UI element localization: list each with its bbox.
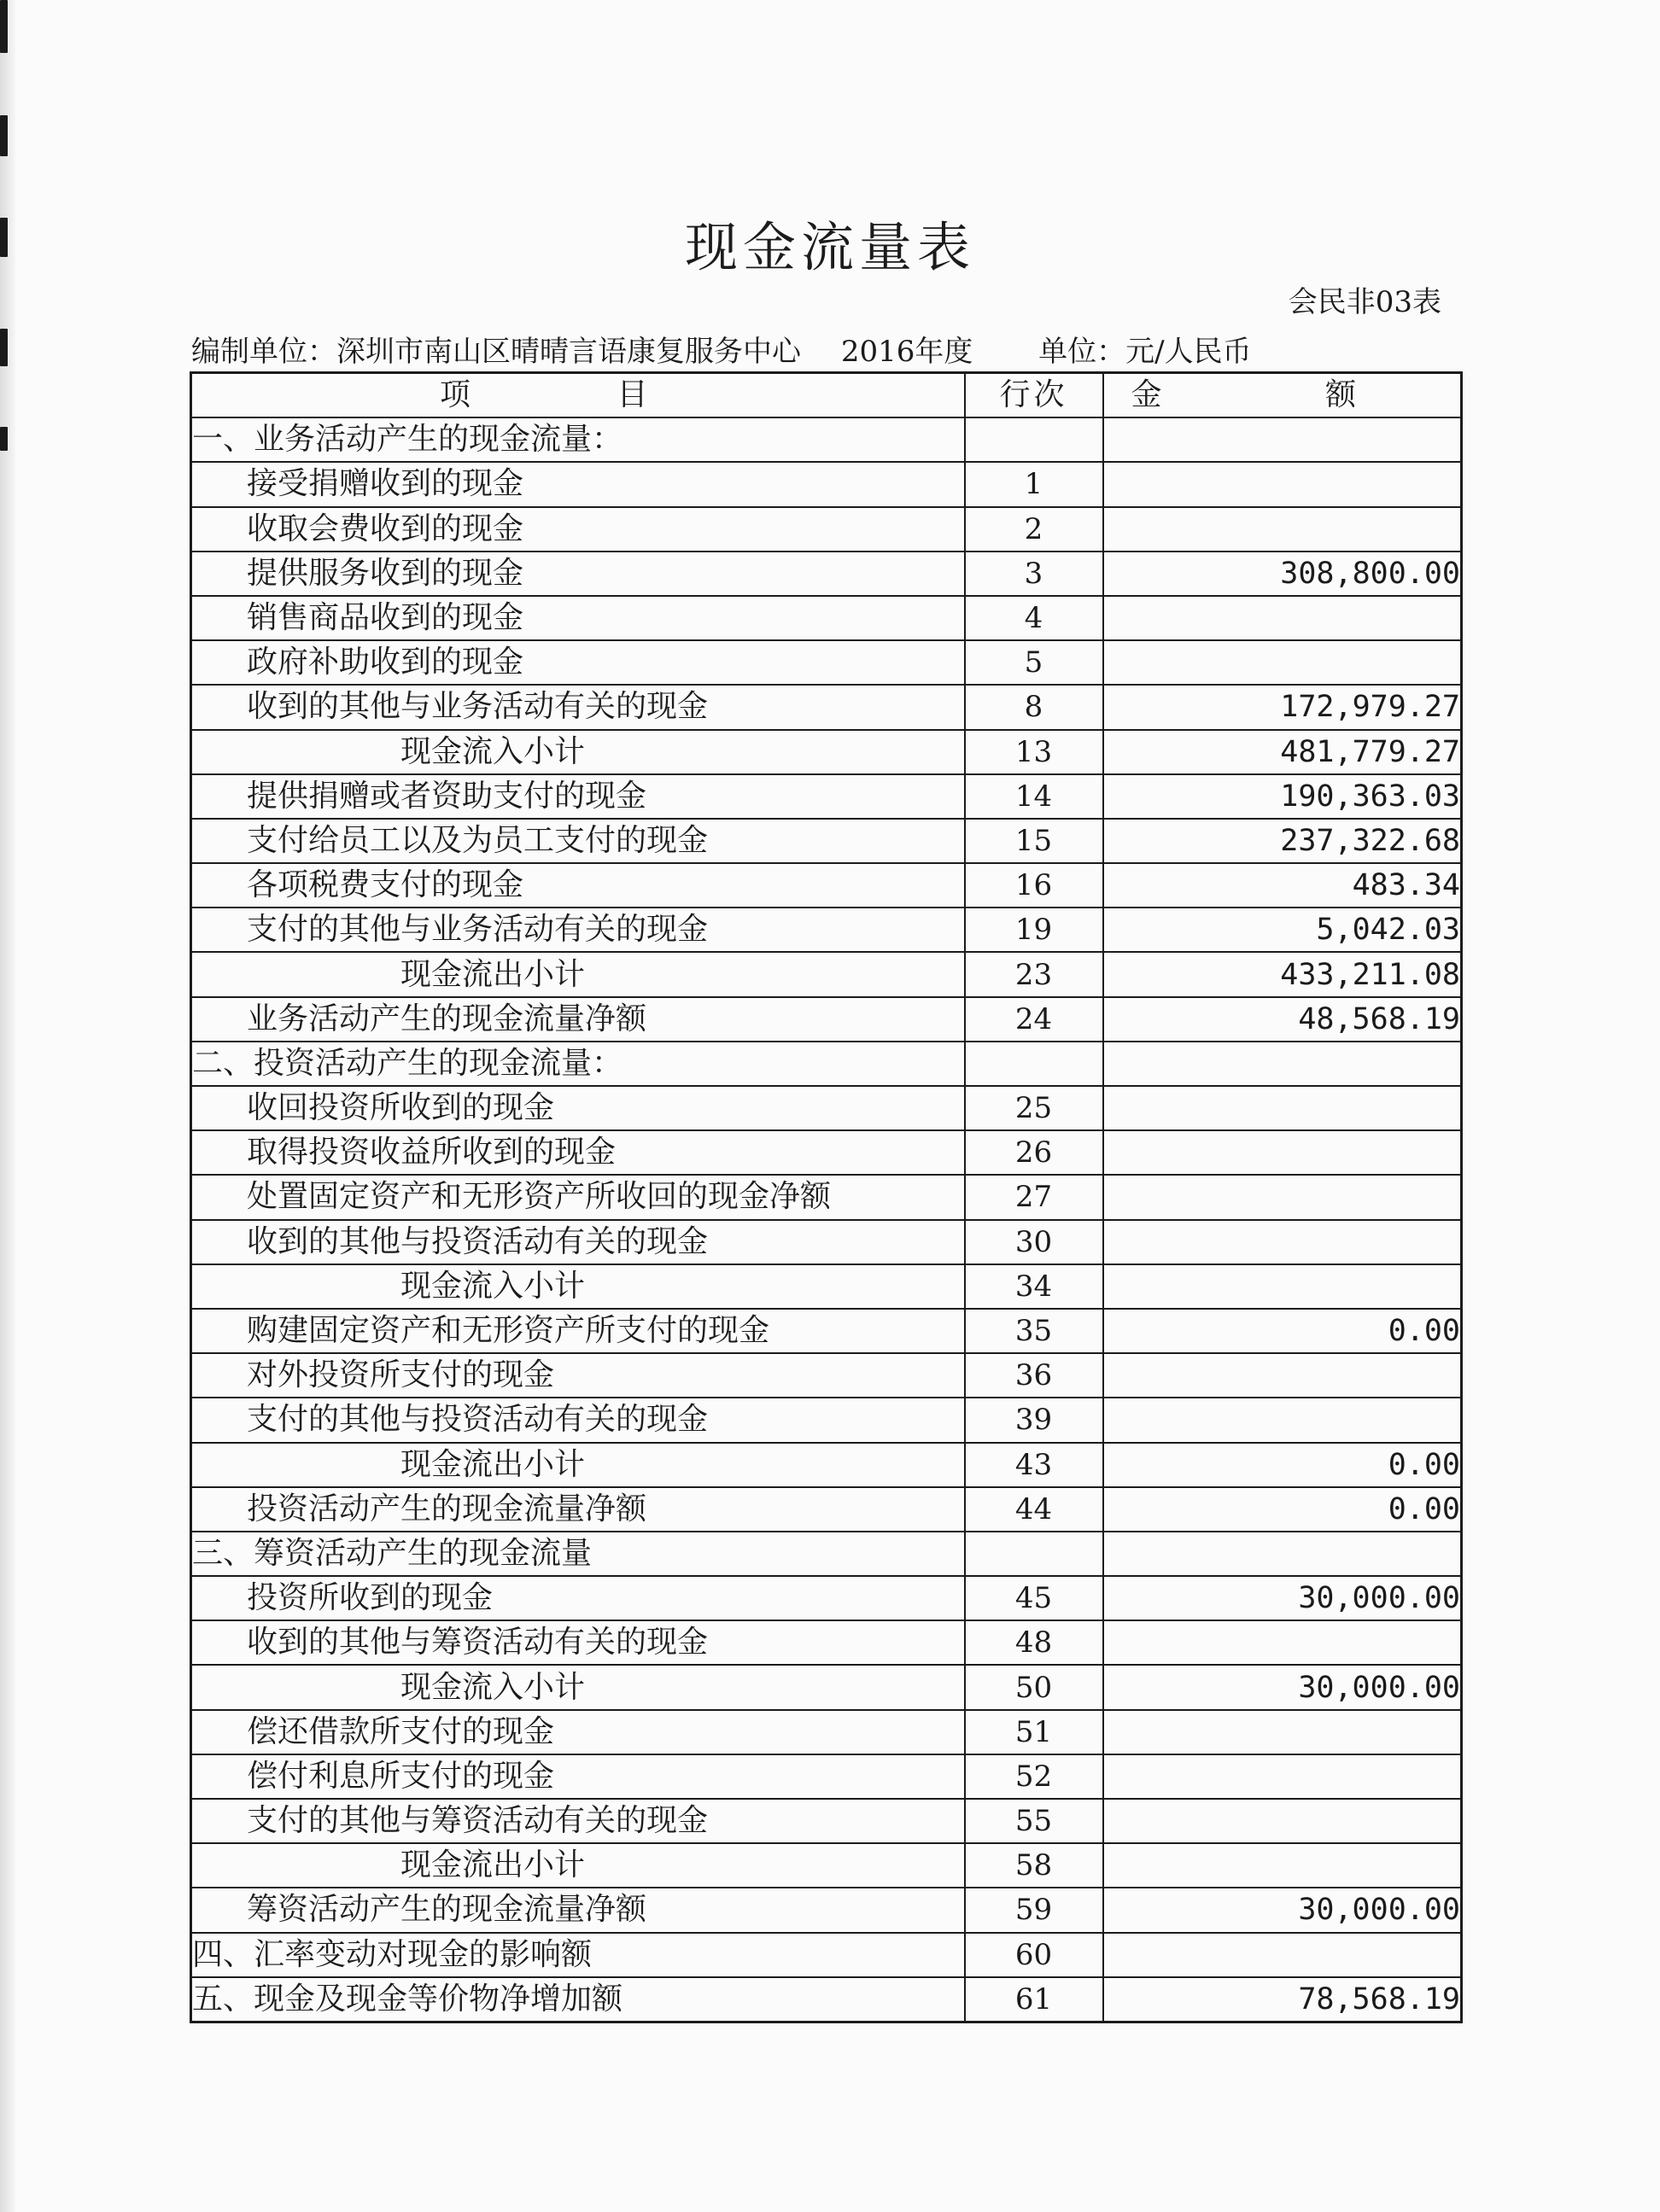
- row-amount: [1103, 1398, 1462, 1442]
- row-item-label: 投资活动产生的现金流量净额: [191, 1487, 965, 1532]
- row-item-label: 现金流入小计: [191, 1665, 965, 1709]
- row-line-number: 52: [965, 1754, 1103, 1799]
- row-amount: [1103, 1175, 1462, 1219]
- row-item-label: 取得投资收益所收到的现金: [191, 1130, 965, 1175]
- row-line-number: 55: [965, 1799, 1103, 1843]
- row-amount: [1103, 1710, 1462, 1754]
- table-row: [191, 462, 1462, 506]
- binding-hole-mark: [0, 0, 8, 53]
- row-amount: [1103, 1042, 1462, 1086]
- row-line-number: 59: [965, 1888, 1103, 1932]
- table-header-row: [191, 373, 1462, 418]
- row-item-label: 购建固定资产和无形资产所支付的现金: [191, 1309, 965, 1353]
- row-line-number: [965, 1532, 1103, 1576]
- row-amount: 433,211.08: [1103, 952, 1462, 996]
- row-item-label: 提供服务收到的现金: [191, 552, 965, 596]
- row-line-number: 23: [965, 952, 1103, 996]
- binding-hole-mark: [0, 427, 8, 451]
- row-line-number: 19: [965, 908, 1103, 952]
- table-row: [191, 507, 1462, 552]
- row-amount: 481,779.27: [1103, 730, 1462, 774]
- row-line-number: 50: [965, 1665, 1103, 1709]
- table-row: [191, 1309, 1462, 1353]
- table-row: [191, 1799, 1462, 1843]
- table-row: [191, 1086, 1462, 1130]
- row-item-label: 销售商品收到的现金: [191, 596, 965, 640]
- row-item-label: 处置固定资产和无形资产所收回的现金净额: [191, 1175, 965, 1219]
- table-row: [191, 997, 1462, 1042]
- row-item-label: 偿还借款所支付的现金: [191, 1710, 965, 1754]
- row-item-label: 收回投资所收到的现金: [191, 1086, 965, 1130]
- row-line-number: 24: [965, 997, 1103, 1042]
- table-row: [191, 596, 1462, 640]
- table-row: [191, 863, 1462, 908]
- row-item-label: 对外投资所支付的现金: [191, 1353, 965, 1398]
- row-line-number: 27: [965, 1175, 1103, 1219]
- row-item-label: 支付的其他与投资活动有关的现金: [191, 1398, 965, 1442]
- row-line-number: 60: [965, 1933, 1103, 1977]
- row-line-number: 35: [965, 1309, 1103, 1353]
- row-line-number: 44: [965, 1487, 1103, 1532]
- row-item-label: 五、现金及现金等价物净增加额: [191, 1977, 965, 2022]
- table-row: [191, 1042, 1462, 1086]
- row-item-label: 收到的其他与投资活动有关的现金: [191, 1220, 965, 1264]
- table-row: [191, 685, 1462, 729]
- table-row: [191, 1843, 1462, 1888]
- row-line-number: 2: [965, 507, 1103, 552]
- row-line-number: 1: [965, 462, 1103, 506]
- cash-flow-table: [190, 371, 1463, 2023]
- row-line-number: 45: [965, 1576, 1103, 1620]
- row-amount: 190,363.03: [1103, 774, 1462, 819]
- table-row: [191, 1130, 1462, 1175]
- row-amount: 30,000.00: [1103, 1665, 1462, 1709]
- row-amount: [1103, 1353, 1462, 1398]
- row-item-label: 接受捐赠收到的现金: [191, 462, 965, 506]
- row-item-label: 支付的其他与筹资活动有关的现金: [191, 1799, 965, 1843]
- table-row: [191, 1175, 1462, 1219]
- row-amount: [1103, 1754, 1462, 1799]
- row-amount: 308,800.00: [1103, 552, 1462, 596]
- table-row: [191, 1620, 1462, 1665]
- table-body: [191, 417, 1462, 2022]
- table-row: [191, 1353, 1462, 1398]
- table-row: [191, 1665, 1462, 1709]
- row-item-label: 收到的其他与筹资活动有关的现金: [191, 1620, 965, 1665]
- row-amount: [1103, 640, 1462, 685]
- row-line-number: 51: [965, 1710, 1103, 1754]
- row-line-number: 61: [965, 1977, 1103, 2022]
- table-row: [191, 1977, 1462, 2022]
- table-row: [191, 1487, 1462, 1532]
- row-amount: 5,042.03: [1103, 908, 1462, 952]
- table-row: [191, 1398, 1462, 1442]
- row-line-number: 58: [965, 1843, 1103, 1888]
- row-item-label: 提供捐赠或者资助支付的现金: [191, 774, 965, 819]
- column-header-item: 项 目: [191, 373, 965, 418]
- row-line-number: 4: [965, 596, 1103, 640]
- row-item-label: 一、业务活动产生的现金流量：: [191, 417, 965, 462]
- table-row: [191, 774, 1462, 819]
- row-line-number: 43: [965, 1443, 1103, 1487]
- row-item-label: 现金流入小计: [191, 1264, 965, 1309]
- row-amount: 30,000.00: [1103, 1888, 1462, 1932]
- table-row: [191, 1532, 1462, 1576]
- row-amount: 0.00: [1103, 1443, 1462, 1487]
- table-row: [191, 908, 1462, 952]
- row-amount: 0.00: [1103, 1487, 1462, 1532]
- row-line-number: 36: [965, 1353, 1103, 1398]
- row-item-label: 筹资活动产生的现金流量净额: [191, 1888, 965, 1932]
- row-line-number: 34: [965, 1264, 1103, 1309]
- row-item-label: 现金流入小计: [191, 730, 965, 774]
- row-line-number: 26: [965, 1130, 1103, 1175]
- row-amount: [1103, 1220, 1462, 1264]
- row-line-number: 30: [965, 1220, 1103, 1264]
- row-item-label: 现金流出小计: [191, 952, 965, 996]
- row-item-label: 三、筹资活动产生的现金流量: [191, 1532, 965, 1576]
- table-row: [191, 1754, 1462, 1799]
- row-amount: 483.34: [1103, 863, 1462, 908]
- row-line-number: 3: [965, 552, 1103, 596]
- row-item-label: 政府补助收到的现金: [191, 640, 965, 685]
- row-amount: 30,000.00: [1103, 1576, 1462, 1620]
- report-header-line: [191, 328, 1252, 370]
- row-line-number: [965, 417, 1103, 462]
- column-header-line-no: 行次: [965, 373, 1103, 418]
- table-row: [191, 952, 1462, 996]
- row-amount: [1103, 1264, 1462, 1309]
- row-line-number: 48: [965, 1620, 1103, 1665]
- row-amount: 0.00: [1103, 1309, 1462, 1353]
- row-item-label: 投资所收到的现金: [191, 1576, 965, 1620]
- table-row: [191, 1710, 1462, 1754]
- report-year: 2016年度: [840, 335, 973, 369]
- prepared-by-unit: 编制单位：深圳市南山区晴晴言语康复服务中心: [191, 335, 801, 369]
- row-amount: 237,322.68: [1103, 819, 1462, 863]
- row-amount: [1103, 1843, 1462, 1888]
- row-line-number: 25: [965, 1086, 1103, 1130]
- row-amount: [1103, 1086, 1462, 1130]
- row-item-label: 收取会费收到的现金: [191, 507, 965, 552]
- row-line-number: 8: [965, 685, 1103, 729]
- row-item-label: 各项税费支付的现金: [191, 863, 965, 908]
- row-amount: [1103, 507, 1462, 552]
- row-line-number: 15: [965, 819, 1103, 863]
- table-row: [191, 1443, 1462, 1487]
- table-row: [191, 417, 1462, 462]
- row-amount: [1103, 462, 1462, 506]
- column-header-amount: 金 额: [1103, 373, 1462, 418]
- row-line-number: 14: [965, 774, 1103, 819]
- row-item-label: 现金流出小计: [191, 1843, 965, 1888]
- table-row: [191, 1264, 1462, 1309]
- row-item-label: 支付的其他与业务活动有关的现金: [191, 908, 965, 952]
- form-code: 会民非03表: [1288, 285, 1441, 319]
- table-row: [191, 640, 1462, 685]
- row-amount: [1103, 596, 1462, 640]
- row-amount: 172,979.27: [1103, 685, 1462, 729]
- row-amount: [1103, 1799, 1462, 1843]
- row-amount: [1103, 1620, 1462, 1665]
- row-amount: 48,568.19: [1103, 997, 1462, 1042]
- row-line-number: 5: [965, 640, 1103, 685]
- table-row: [191, 1933, 1462, 1977]
- table-row: [191, 1888, 1462, 1932]
- row-amount: [1103, 1532, 1462, 1576]
- page-title: 现金流量表: [684, 216, 975, 278]
- table-row: [191, 552, 1462, 596]
- table-row: [191, 1220, 1462, 1264]
- table-row: [191, 819, 1462, 863]
- row-item-label: 偿付利息所支付的现金: [191, 1754, 965, 1799]
- row-amount: 78,568.19: [1103, 1977, 1462, 2022]
- table-row: [191, 1576, 1462, 1620]
- row-line-number: 39: [965, 1398, 1103, 1442]
- row-line-number: 13: [965, 730, 1103, 774]
- row-item-label: 二、投资活动产生的现金流量：: [191, 1042, 965, 1086]
- row-item-label: 现金流出小计: [191, 1443, 965, 1487]
- row-item-label: 支付给员工以及为员工支付的现金: [191, 819, 965, 863]
- row-amount: [1103, 1933, 1462, 1977]
- table-row: [191, 730, 1462, 774]
- row-amount: [1103, 1130, 1462, 1175]
- binding-hole-mark: [0, 329, 8, 366]
- binding-hole-mark: [0, 115, 8, 156]
- row-item-label: 收到的其他与业务活动有关的现金: [191, 685, 965, 729]
- row-line-number: 16: [965, 863, 1103, 908]
- currency-unit: 单位：元/人民币: [1038, 335, 1252, 369]
- row-item-label: 业务活动产生的现金流量净额: [191, 997, 965, 1042]
- row-amount: [1103, 417, 1462, 462]
- row-line-number: [965, 1042, 1103, 1086]
- row-item-label: 四、汇率变动对现金的影响额: [191, 1933, 965, 1977]
